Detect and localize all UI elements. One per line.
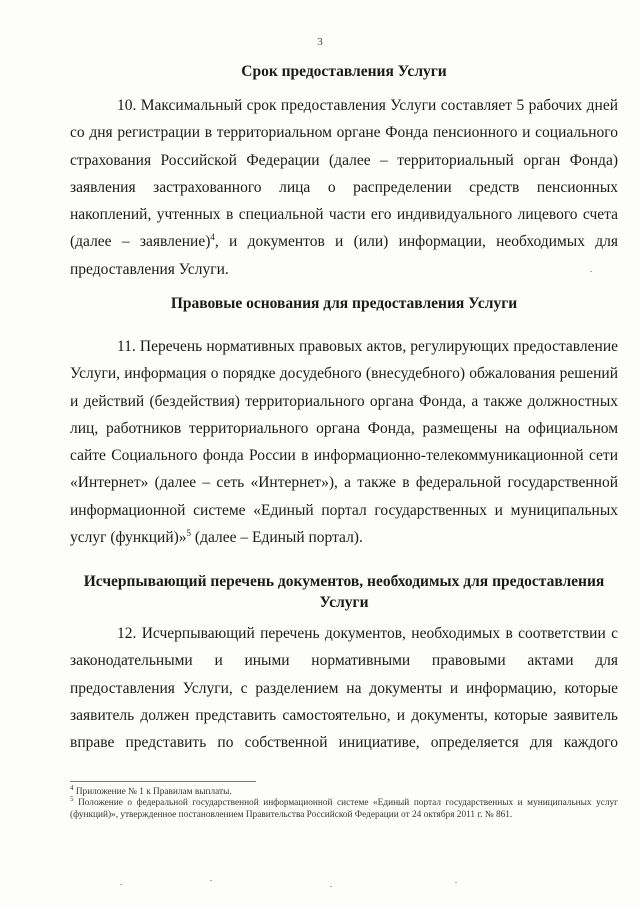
footnote-4 [70, 783, 618, 798]
footnote-ref-5: 5 [186, 527, 192, 538]
paragraph-11-text-end: (далее – Единый портал). [191, 529, 363, 547]
footnote-4-text: Приложение № 1 к Правилам выплаты. [75, 787, 232, 797]
scan-speck [590, 271, 592, 272]
paragraph-10-text-end: , и документов и (или) информации, необходимых для предоставления Услуги. [70, 233, 618, 278]
footnote-5-marker: 5 [70, 795, 74, 804]
scan-speck [120, 884, 122, 885]
section-heading-documents-list: Исчерпывающий перечень документов, необходимых для предоставления Услуги [83, 573, 605, 611]
paragraph-12: 12. Исчерпывающий перечень документов, необходимых в соответствии с законодательными и иными нормативными правовыми актами для предоставления Услуги, с разделением на документы и информацию, которые заявитель должен представить самостоятельно, и документы, которые заявитель вправе представить по собственной инициативе, определяется для каждого [70, 625, 618, 752]
footnote-ref-4: 4 [210, 232, 215, 243]
footnote-5 [70, 795, 618, 821]
paragraph-10-text: 10. Максимальный срок предоставления Услуги составляет 5 рабочих дней со дня регистрации в территориальном органе Фонда пенсионного и социального страхования Российской Федерации (далее – территориальный орган Фонда) заявления застрахованного лица о распределении средств пенсионных накоплений, учтенных в специальной части его индивидуального лицевого счета (далее – заявление) [70, 97, 618, 251]
footnote-separator [70, 781, 256, 782]
scan-speck [330, 886, 332, 887]
section-heading-legal-basis: Правовые основания для предоставления Услуги [170, 295, 518, 312]
page-number: 3 [317, 36, 323, 48]
section-heading-service-period: Срок предоставления Услуги [241, 63, 447, 80]
scan-speck [455, 882, 457, 883]
paragraph-11-text: 11. Перечень нормативных правовых актов, регулирующих предоставление Услуги, информация о порядке досудебного (внесудебного) обжалования решений и действий (бездействия) территориального органа Фонда, а также должностных лиц, работников территориального органа Фонда, размещены на официальном сайте Социального фонда России в информационно-телекоммуникационной сети «Интернет» (далее – сеть «Интернет»), а также в федеральной государственной информационной системе «Единый портал государственных и муниципальных услуг (функций)» [70, 338, 618, 547]
paragraph-10 [70, 92, 618, 283]
paragraph-11 [70, 333, 618, 551]
footnotes [70, 783, 618, 821]
scan-speck [210, 880, 212, 881]
footnote-5-text: Положение о федеральной государственной информационной системе «Единый портал государственных и муниципальных услуг (функций)», утвержденное постановлением Правительства Российской Федерации от 24 октября 2011 г. № 861. [70, 798, 618, 820]
footnote-4-marker: 4 [70, 783, 74, 792]
